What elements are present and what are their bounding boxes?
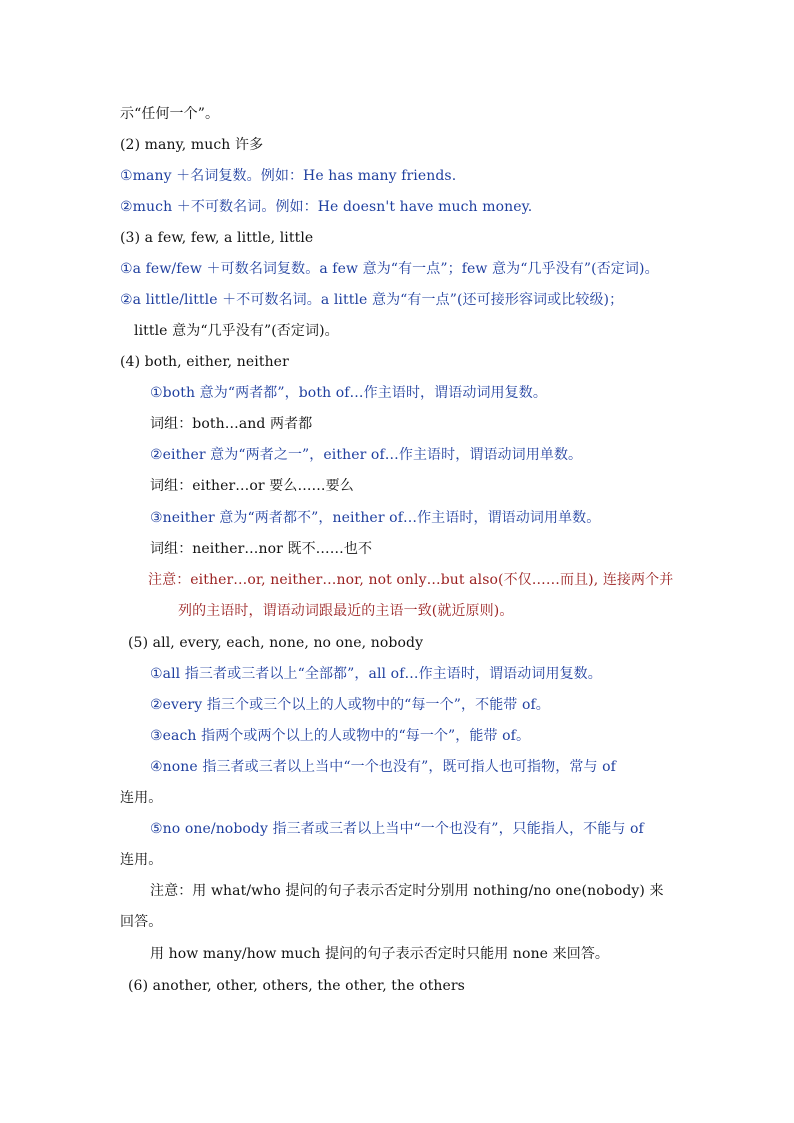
text-line-continuation: 示“任何一个”。: [120, 106, 220, 122]
rule-each: ③each 指两个或两个以上的人或物中的“每一个”，能带 of。: [150, 728, 531, 744]
rule-all: ①all 指三者或三者以上“全部都”，all of…作主语时，谓语动词用复数。: [150, 666, 602, 682]
phrase-both-and: 词组：both…and 两者都: [150, 416, 313, 432]
rule-none: ④none 指三者或三者以上当中“一个也没有”，既可指人也可指物，常与 of: [150, 759, 616, 775]
rule-little: ②a little/little ＋不可数名词。a little 意为“有一点”(还可接形容词或比较级)；: [120, 292, 624, 308]
rule-few: ①a few/few ＋可数名词复数。a few 意为“有一点”；few 意为“几乎没有”(否定词)。: [120, 261, 659, 277]
rule-much: ②much ＋不可数名词。例如：He doesn't have much money.: [120, 199, 533, 215]
rule-no-one-continued: 连用。: [120, 852, 163, 868]
rule-little-continued: little 意为“几乎没有”(否定词)。: [134, 323, 339, 339]
heading-many-much: (2) many, much 许多: [120, 137, 264, 153]
heading-both-either-neither: (4) both, either, neither: [120, 354, 289, 370]
note-how-many-much: 用 how many/how much 提问的句子表示否定时只能用 none 来回答。: [150, 946, 610, 962]
note-proximity-rule-continued: 列的主语时，谓语动词跟最近的主语一致(就近原则)。: [178, 603, 514, 619]
note-proximity-rule: 注意：either…or, neither…nor, not only…but also(不仅……而且), 连接两个并: [148, 572, 674, 588]
rule-both: ①both 意为“两者都”，both of…作主语时，谓语动词用复数。: [150, 385, 547, 401]
rule-either: ②either 意为“两者之一”，either of…作主语时，谓语动词用单数。: [150, 447, 583, 463]
rule-neither: ③neither 意为“两者都不”，neither of…作主语时，谓语动词用单数。: [150, 510, 601, 526]
rule-many: ①many ＋名词复数。例如：He has many friends.: [120, 168, 457, 184]
rule-no-one-nobody: ⑤no one/nobody 指三者或三者以上当中“一个也没有”，只能指人，不能与 of: [150, 821, 644, 837]
heading-another-other: (6) another, other, others, the other, the others: [128, 978, 465, 994]
note-negative-answer-continued: 回答。: [120, 914, 163, 930]
rule-every: ②every 指三个或三个以上的人或物中的“每一个”，不能带 of。: [150, 697, 550, 713]
rule-none-continued: 连用。: [120, 790, 163, 806]
phrase-either-or: 词组：either…or 要么……要么: [150, 478, 354, 494]
heading-few-little: (3) a few, few, a little, little: [120, 230, 314, 246]
heading-all-every-each: (5) all, every, each, none, no one, nobody: [128, 635, 424, 651]
phrase-neither-nor: 词组：neither…nor 既不……也不: [150, 541, 373, 557]
note-negative-answer: 注意：用 what/who 提问的句子表示否定时分别用 nothing/no one(nobody) 来: [150, 883, 664, 899]
